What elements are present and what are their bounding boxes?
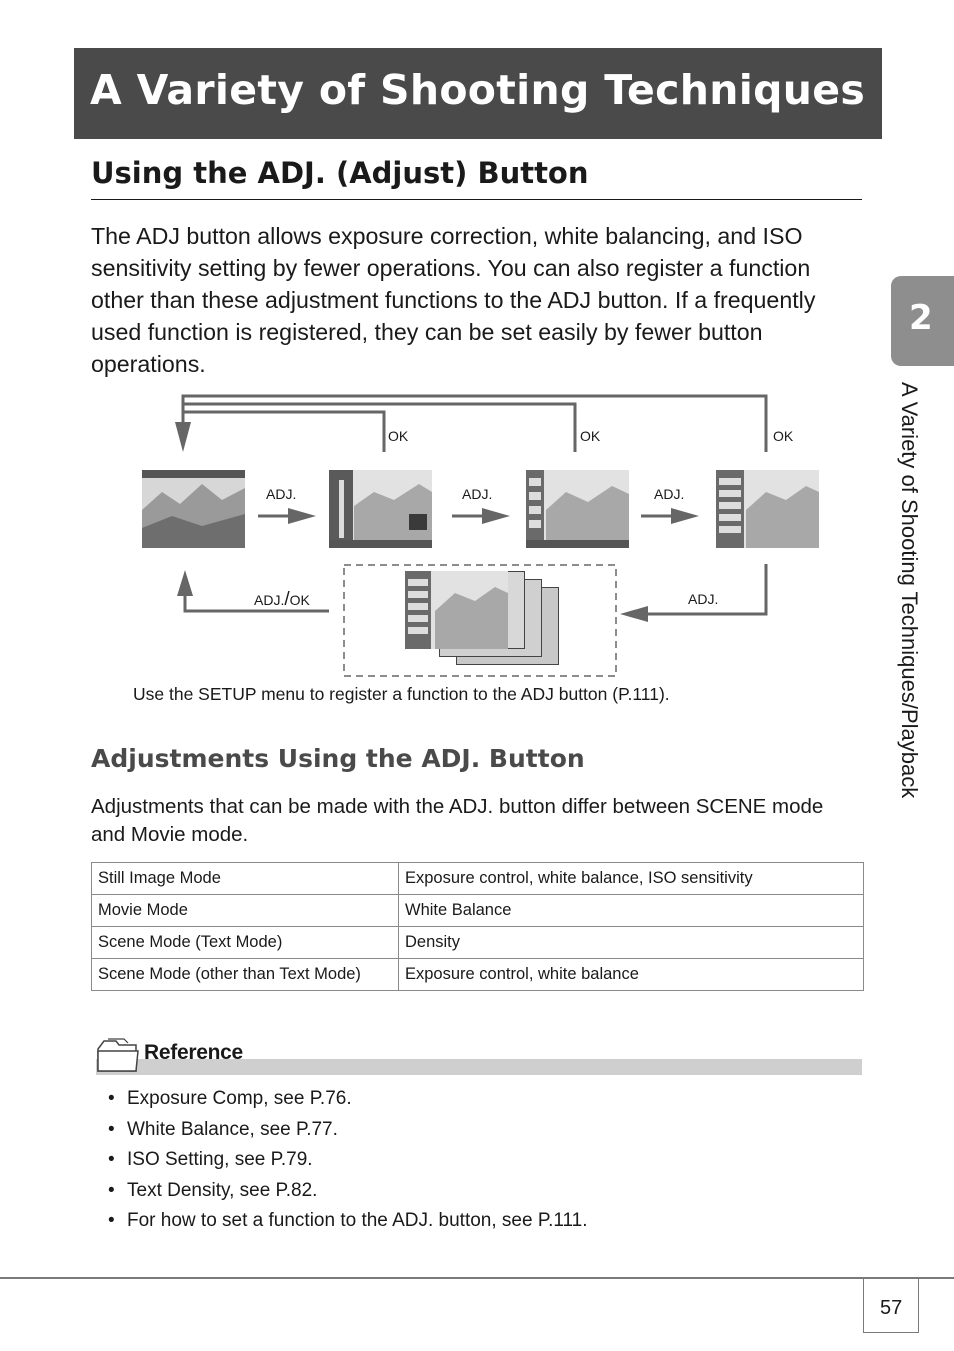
section-title [91,156,862,200]
adjustment-cell: Exposure control, white balance, ISO sensitivity [399,863,864,895]
arrow-head-up [177,570,193,596]
mode-cell: Scene Mode (other than Text Mode) [92,959,399,991]
arrow-head-3 [671,508,699,524]
screen-registered-function [405,571,508,649]
adj-label-1: ADJ. [266,486,297,502]
screen-shooting [142,470,245,548]
list-item: • White Balance, see P.77. [108,1118,338,1140]
mode-cell: Movie Mode [92,895,399,927]
reference-list [108,1084,588,1237]
list-item: • For how to set a function to the ADJ. button, see P.111. [108,1210,588,1232]
ok-label-1: OK [388,428,409,444]
table-row [92,927,864,959]
chapter-number: 2 [909,298,933,338]
arrow-head-1 [288,508,316,524]
table-row [92,959,864,991]
chapter-label: A Variety of Shooting Techniques/Playback [897,382,922,799]
page-title: A Variety of Shooting Techniques [90,66,866,114]
reference-header [92,1035,862,1077]
adjustment-cell: Density [399,927,864,959]
screen-iso [716,470,819,548]
chapter-tab [891,276,954,366]
adj-label-4: ADJ. [688,591,719,607]
reference-title: Reference [144,1041,243,1064]
intro-paragraph: The ADJ button allows exposure correction, white balancing, and ISO sensitivity setting by fewer operations. You can also register a function other than these adjustment functions to the ADJ button. If a frequently used function is registered, they can be set easily by fewer button operations. [91,223,816,377]
list-item: • Text Density, see P.82. [108,1179,318,1201]
adjustment-cell: Exposure control, white balance [399,959,864,991]
adj-label-3: ADJ. [654,486,685,502]
screen-exposure [329,470,432,548]
mode-cell: Scene Mode (Text Mode) [92,927,399,959]
mode-cell: Still Image Mode [92,863,399,895]
list-item: • Exposure Comp, see P.76. [108,1088,352,1109]
table-row [92,863,864,895]
table-row [92,895,864,927]
ok-label-3: OK [773,428,794,444]
arrow-head-bottom [620,606,648,622]
section-heading: Using the ADJ. (Adjust) Button [91,156,589,190]
return-line-1 [183,412,384,452]
adjustments-heading: Adjustments Using the ADJ. Button [91,744,585,773]
return-arrow-head [175,422,191,452]
page-number: 57 [880,1297,903,1319]
diagram-caption: Use the SETUP menu to register a function to the ADJ button (P.111). [133,684,670,704]
adjustments-table [91,862,864,991]
footer-rule [0,1277,954,1279]
ok-label-2: OK [580,428,601,444]
page-banner [74,48,882,139]
page-number-box [863,1277,919,1333]
list-item: • ISO Setting, see P.79. [108,1149,313,1171]
arrow-head-2 [482,508,510,524]
adj-label-2: ADJ. [462,486,493,502]
adj-flow-diagram [130,390,830,685]
adjustment-cell: White Balance [399,895,864,927]
screen-white-balance [526,470,629,548]
folder-icon [94,1035,144,1075]
adjustments-description: Adjustments that can be made with the ADJ. button differ between SCENE mode and Movie mode. [91,795,824,846]
adj-ok-label: ADJ./OK [254,589,310,610]
